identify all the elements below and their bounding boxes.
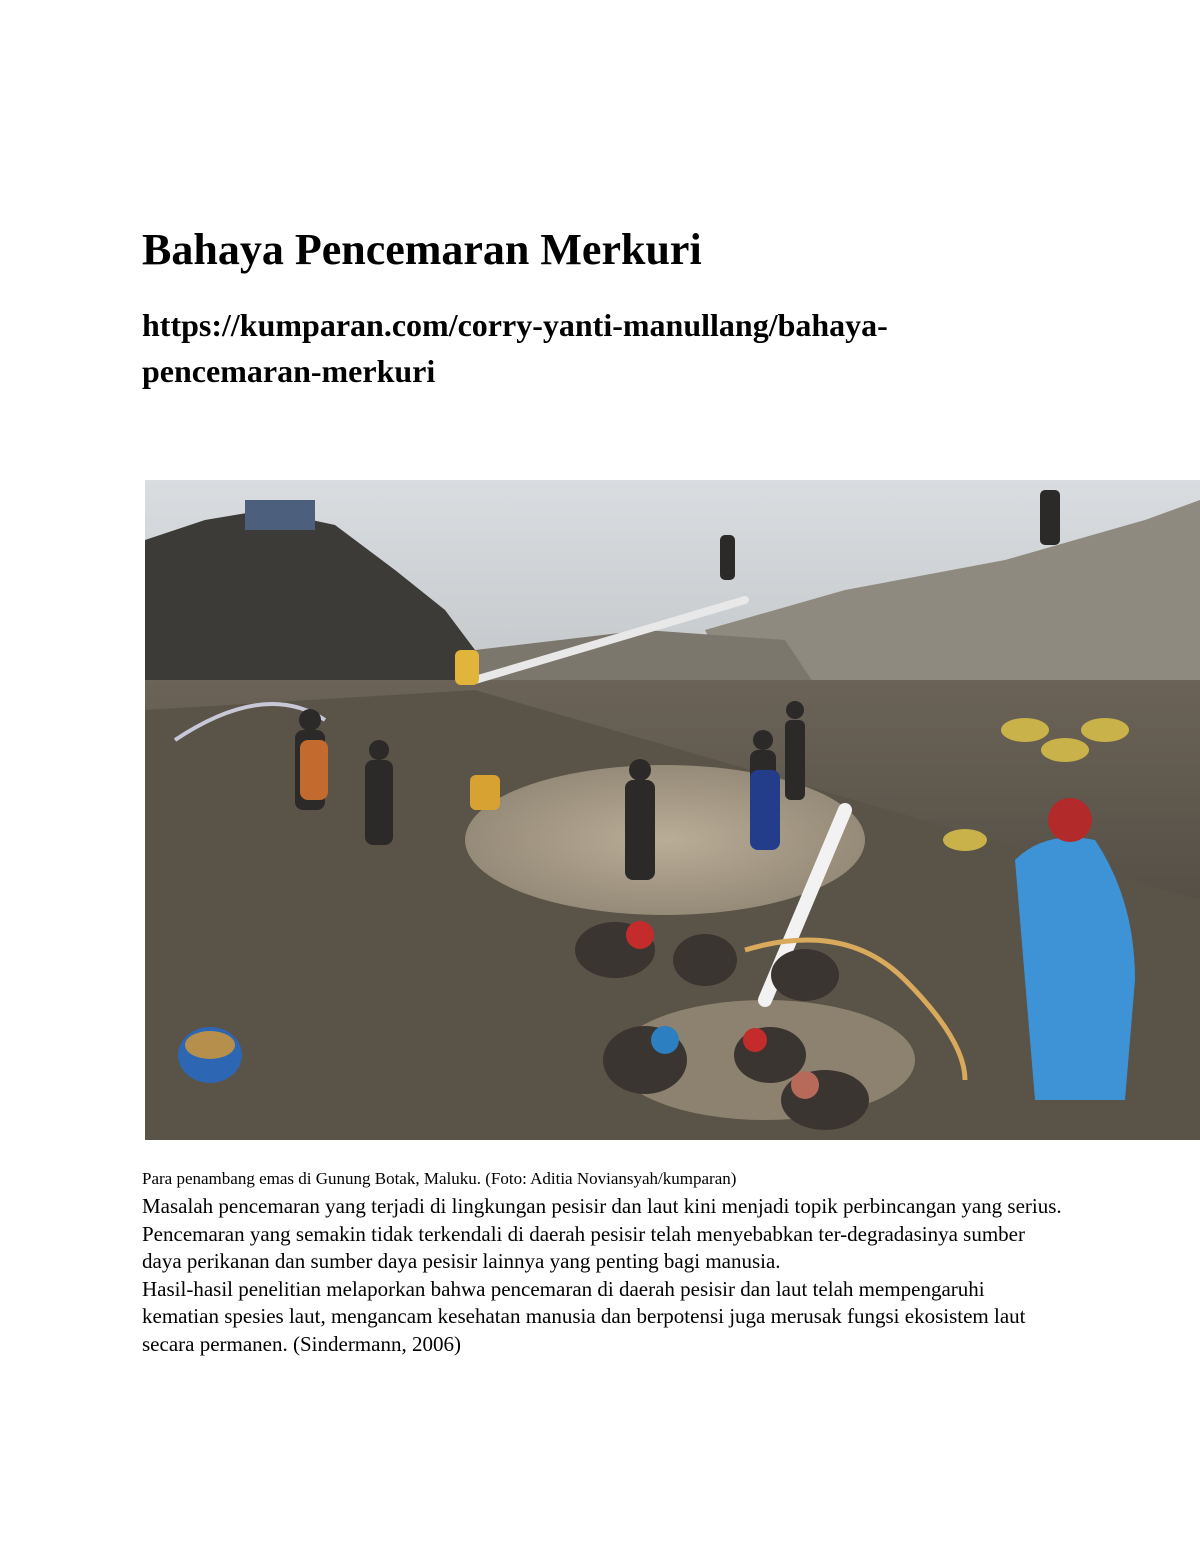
source-url[interactable]: [142, 302, 1042, 394]
source-url-line-1[interactable]: https://kumparan.com/corry-yanti-manullang/bahaya-: [142, 307, 888, 343]
source-url-line-2[interactable]: pencemaran-merkuri: [142, 353, 436, 389]
gold-miners-photo: [145, 480, 1200, 1140]
article-body: [142, 1193, 1062, 1358]
page-title: Bahaya Pencemaran Merkuri: [142, 225, 702, 274]
photo-caption: Para penambang emas di Gunung Botak, Maluku. (Foto: Aditia Noviansyah/kumparan): [142, 1169, 737, 1188]
paragraph: Hasil-hasil penelitian melaporkan bahwa pencemaran di daerah pesisir dan laut telah mempengaruhi kematian spesies laut, mengancam kesehatan manusia dan berpotensi juga merusak fungsi ekosistem laut secara permanen. (Sindermann, 2006): [142, 1276, 1026, 1356]
paragraph: Masalah pencemaran yang terjadi di lingkungan pesisir dan laut kini menjadi topik perbincangan yang serius. Pencemaran yang semakin tidak terkendali di daerah pesisir telah menyebabkan ter-degradasinya sumber daya perikanan dan sumber daya pesisir lainnya yang penting bagi manusia.: [142, 1194, 1062, 1273]
